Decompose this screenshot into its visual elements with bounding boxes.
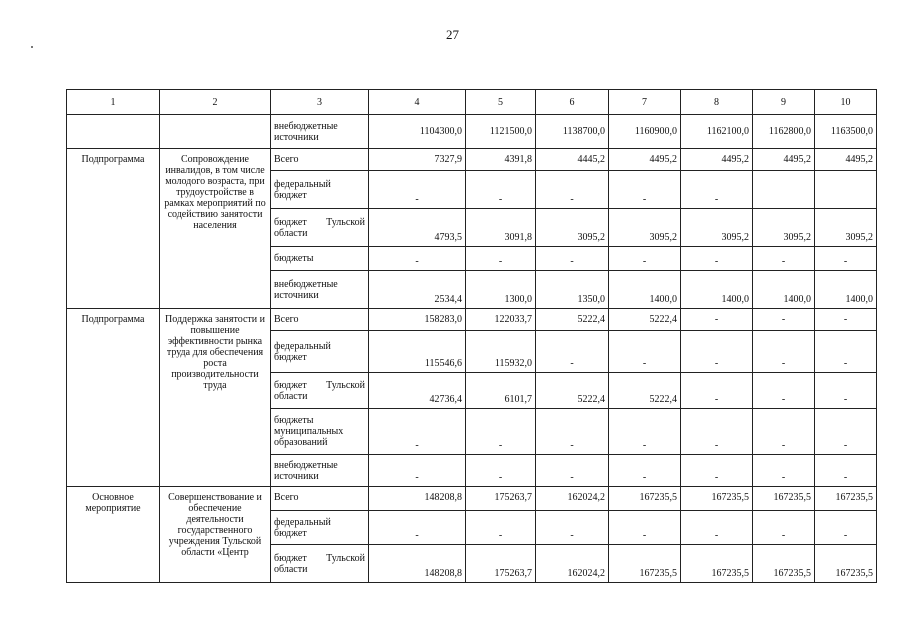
value-cell: 1300,0: [466, 271, 536, 309]
value-cell: 167235,5: [681, 487, 753, 511]
value-cell: 115546,6: [369, 331, 466, 373]
value-cell: -: [753, 247, 815, 271]
program-name-cell: Сопровождение инвалидов, в том числе молодого возраста, при трудоустройстве в рамках мероприятий по содействию занятости населения: [160, 149, 271, 309]
value-cell: 1121500,0: [466, 115, 536, 149]
value-cell: -: [536, 455, 609, 487]
value-cell: -: [681, 309, 753, 331]
value-cell: 162024,2: [536, 545, 609, 583]
header-cell: 4: [369, 90, 466, 115]
value-cell: -: [609, 331, 681, 373]
type-cell: [67, 115, 160, 149]
value-cell: -: [815, 373, 877, 409]
value-cell: 42736,4: [369, 373, 466, 409]
value-cell: 167235,5: [815, 487, 877, 511]
value-cell: 1163500,0: [815, 115, 877, 149]
value-cell: -: [369, 247, 466, 271]
value-cell: -: [815, 511, 877, 545]
program-name-cell: Совершенствование и обеспечение деятельности государственного учреждения Тульской области «Центр: [160, 487, 271, 583]
source-label: бюджет Тульской области: [271, 373, 369, 409]
value-cell: -: [815, 455, 877, 487]
value-cell: 1104300,0: [369, 115, 466, 149]
program-name-cell: Поддержка занятости и повышение эффективности рынка труда для обеспечения роста производительности труда: [160, 309, 271, 487]
value-cell: 5222,4: [609, 373, 681, 409]
value-cell: -: [369, 409, 466, 455]
value-cell: [753, 171, 815, 209]
value-cell: -: [609, 409, 681, 455]
value-cell: 4793,5: [369, 209, 466, 247]
header-cell: 6: [536, 90, 609, 115]
value-cell: 1400,0: [815, 271, 877, 309]
source-label: Всего: [271, 309, 369, 331]
value-cell: -: [466, 455, 536, 487]
budget-table: [66, 89, 877, 583]
value-cell: 1160900,0: [609, 115, 681, 149]
value-cell: -: [681, 373, 753, 409]
value-cell: 158283,0: [369, 309, 466, 331]
value-cell: 167235,5: [815, 545, 877, 583]
value-cell: -: [466, 247, 536, 271]
header-cell: 10: [815, 90, 877, 115]
value-cell: 167235,5: [753, 487, 815, 511]
scan-speck: [31, 46, 33, 48]
value-cell: -: [753, 511, 815, 545]
source-label: бюджеты: [271, 247, 369, 271]
table-row: [67, 115, 877, 149]
value-cell: 3095,2: [681, 209, 753, 247]
value-cell: 1162100,0: [681, 115, 753, 149]
program-type-cell: Подпрограмма: [67, 309, 160, 487]
value-cell: 175263,7: [466, 487, 536, 511]
program-type-cell: Подпрограмма: [67, 149, 160, 309]
value-cell: 167235,5: [609, 545, 681, 583]
value-cell: 148208,8: [369, 487, 466, 511]
value-cell: 1400,0: [609, 271, 681, 309]
value-cell: 6101,7: [466, 373, 536, 409]
value-cell: 162024,2: [536, 487, 609, 511]
value-cell: 167235,5: [753, 545, 815, 583]
value-cell: 4495,2: [815, 149, 877, 171]
value-cell: -: [536, 171, 609, 209]
value-cell: -: [815, 331, 877, 373]
table-row: [67, 487, 877, 511]
value-cell: 3095,2: [815, 209, 877, 247]
value-cell: -: [609, 247, 681, 271]
source-label: внебюджетные источники: [271, 271, 369, 309]
table-row: [67, 149, 877, 171]
value-cell: 167235,5: [681, 545, 753, 583]
value-cell: 175263,7: [466, 545, 536, 583]
value-cell: 5222,4: [536, 373, 609, 409]
value-cell: -: [609, 511, 681, 545]
value-cell: -: [681, 455, 753, 487]
value-cell: -: [753, 331, 815, 373]
value-cell: 4495,2: [681, 149, 753, 171]
source-label: Всего: [271, 487, 369, 511]
value-cell: 122033,7: [466, 309, 536, 331]
value-cell: -: [681, 511, 753, 545]
source-label: бюджет Тульской области: [271, 545, 369, 583]
value-cell: 7327,9: [369, 149, 466, 171]
table-row: [67, 309, 877, 331]
header-cell: 2: [160, 90, 271, 115]
value-cell: -: [681, 409, 753, 455]
value-cell: -: [536, 511, 609, 545]
source-label: федеральный бюджет: [271, 331, 369, 373]
value-cell: 3095,2: [609, 209, 681, 247]
value-cell: -: [815, 247, 877, 271]
value-cell: 4495,2: [753, 149, 815, 171]
value-cell: 1162800,0: [753, 115, 815, 149]
header-cell: 8: [681, 90, 753, 115]
source-label: внебюджетные источники: [271, 455, 369, 487]
source-label: Всего: [271, 149, 369, 171]
value-cell: 3095,2: [753, 209, 815, 247]
program-type-cell: Основное мероприятие: [67, 487, 160, 583]
value-cell: -: [609, 171, 681, 209]
header-cell: 9: [753, 90, 815, 115]
value-cell: -: [753, 373, 815, 409]
value-cell: 148208,8: [369, 545, 466, 583]
source-label: внебюджетные источники: [271, 115, 369, 149]
value-cell: -: [753, 455, 815, 487]
value-cell: -: [815, 409, 877, 455]
value-cell: -: [466, 171, 536, 209]
header-cell: 5: [466, 90, 536, 115]
value-cell: -: [536, 247, 609, 271]
source-label: федеральный бюджет: [271, 171, 369, 209]
source-label: федеральный бюджет: [271, 511, 369, 545]
source-label: бюджет Тульской области: [271, 209, 369, 247]
value-cell: -: [369, 511, 466, 545]
header-cell: 7: [609, 90, 681, 115]
value-cell: 2534,4: [369, 271, 466, 309]
value-cell: -: [466, 409, 536, 455]
header-cell: 1: [67, 90, 160, 115]
value-cell: -: [466, 511, 536, 545]
value-cell: 3095,2: [536, 209, 609, 247]
value-cell: 115932,0: [466, 331, 536, 373]
header-cell: 3: [271, 90, 369, 115]
value-cell: 3091,8: [466, 209, 536, 247]
value-cell: 5222,4: [536, 309, 609, 331]
value-cell: 167235,5: [609, 487, 681, 511]
page-number: 27: [446, 27, 459, 42]
table-header-row: [67, 90, 877, 115]
name-cell: [160, 115, 271, 149]
value-cell: -: [753, 309, 815, 331]
table-body: [67, 90, 877, 583]
value-cell: -: [681, 171, 753, 209]
value-cell: -: [536, 409, 609, 455]
value-cell: 1138700,0: [536, 115, 609, 149]
value-cell: 4495,2: [609, 149, 681, 171]
value-cell: -: [681, 247, 753, 271]
value-cell: 4391,8: [466, 149, 536, 171]
value-cell: 4445,2: [536, 149, 609, 171]
value-cell: 1400,0: [681, 271, 753, 309]
value-cell: -: [369, 455, 466, 487]
value-cell: 1350,0: [536, 271, 609, 309]
value-cell: [815, 171, 877, 209]
value-cell: -: [681, 331, 753, 373]
value-cell: -: [536, 331, 609, 373]
value-cell: -: [369, 171, 466, 209]
value-cell: -: [609, 455, 681, 487]
value-cell: 1400,0: [753, 271, 815, 309]
value-cell: 5222,4: [609, 309, 681, 331]
value-cell: -: [753, 409, 815, 455]
source-label: бюджеты муниципальных образований: [271, 409, 369, 455]
value-cell: -: [815, 309, 877, 331]
